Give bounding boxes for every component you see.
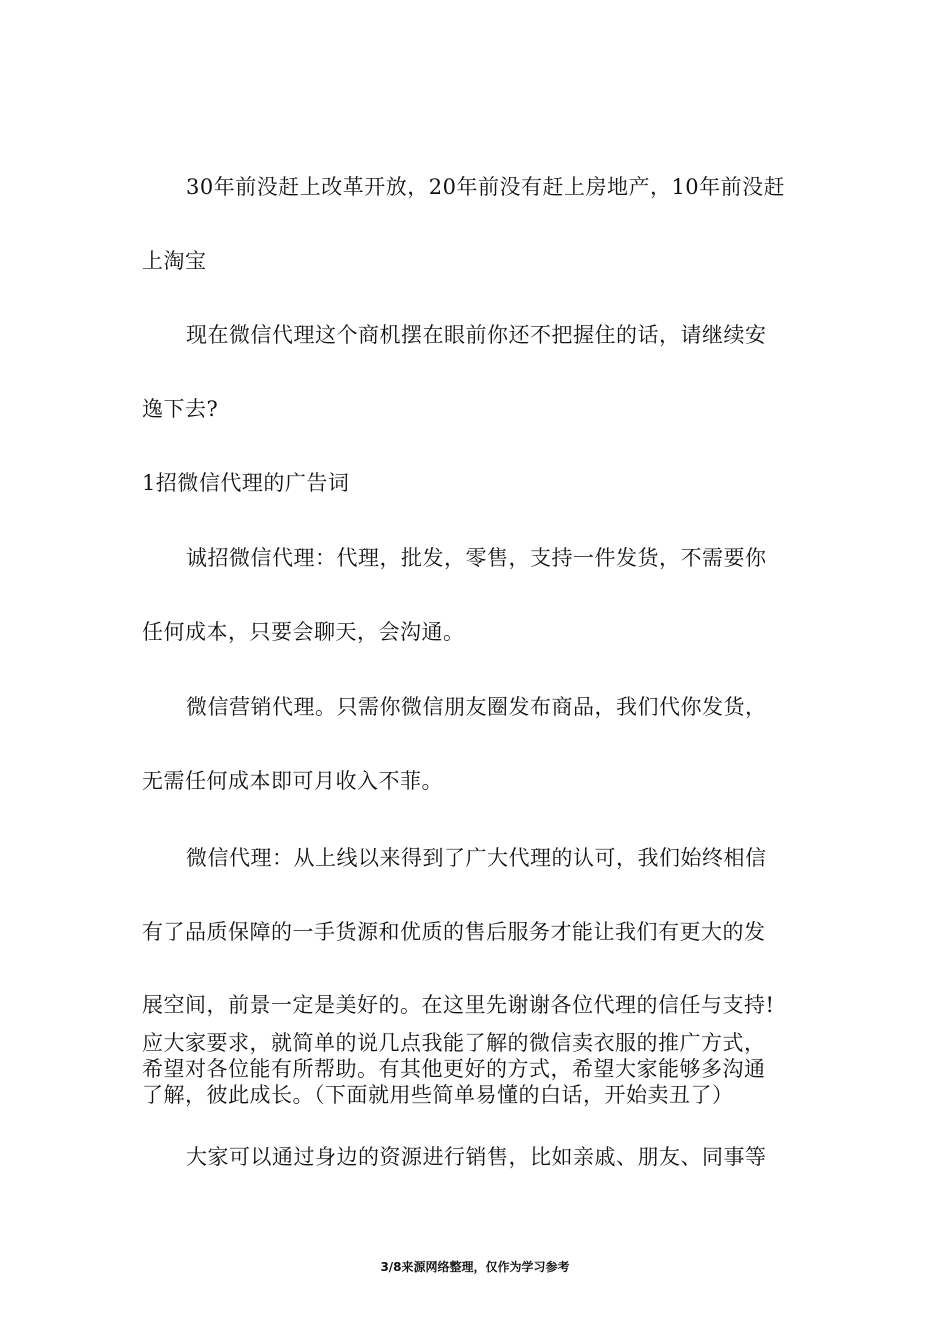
paragraph-6-line-3: 了解，彼此成长。（下面就用些简单易懂的白话，开始卖丑了） — [142, 1083, 734, 1107]
paragraph-7-line-1: 大家可以通过身边的资源进行销售，比如亲戚、朋友、同事等 — [186, 1145, 767, 1169]
paragraph-3-line-1: 诚招微信代理：代理，批发，零售，支持一件发货，不需要你 — [186, 546, 767, 570]
paragraph-4-line-1: 微信营销代理。只需你微信朋友圈发布商品，我们代你发货， — [186, 695, 767, 719]
paragraph-6-line-2: 希望对各位能有所帮助。有其他更好的方式，希望大家能够多沟通 — [142, 1057, 766, 1081]
paragraph-1-line-2: 上淘宝 — [142, 249, 207, 273]
paragraph-5-line-3: 展空间，前景一定是美好的。在这里先谢谢各位代理的信任与支持! — [142, 993, 775, 1017]
paragraph-1-line-1: 30年前没赶上改革开放，20年前没有赶上房地产，10年前没赶 — [186, 175, 786, 199]
paragraph-2-line-2: 逸下去? — [142, 397, 219, 421]
page-footer: 3/8来源网络整理，仅作为学习参考 — [380, 1260, 570, 1274]
paragraph-4-line-2: 无需任何成本即可月收入不菲。 — [142, 769, 443, 793]
section-heading: 1招微信代理的广告词 — [142, 471, 350, 495]
paragraph-6-line-1: 应大家要求，就简单的说几点我能了解的微信卖衣服的推广方式， — [142, 1031, 766, 1055]
paragraph-5-line-2: 有了品质保障的一手货源和优质的售后服务才能让我们有更大的发 — [142, 920, 766, 944]
paragraph-2-line-1: 现在微信代理这个商机摆在眼前你还不把握住的话，请继续安 — [186, 323, 767, 347]
paragraph-5-line-1: 微信代理：从上线以来得到了广大代理的认可，我们始终相信 — [186, 846, 767, 870]
paragraph-3-line-2: 任何成本，只要会聊天，会沟通。 — [142, 620, 465, 644]
